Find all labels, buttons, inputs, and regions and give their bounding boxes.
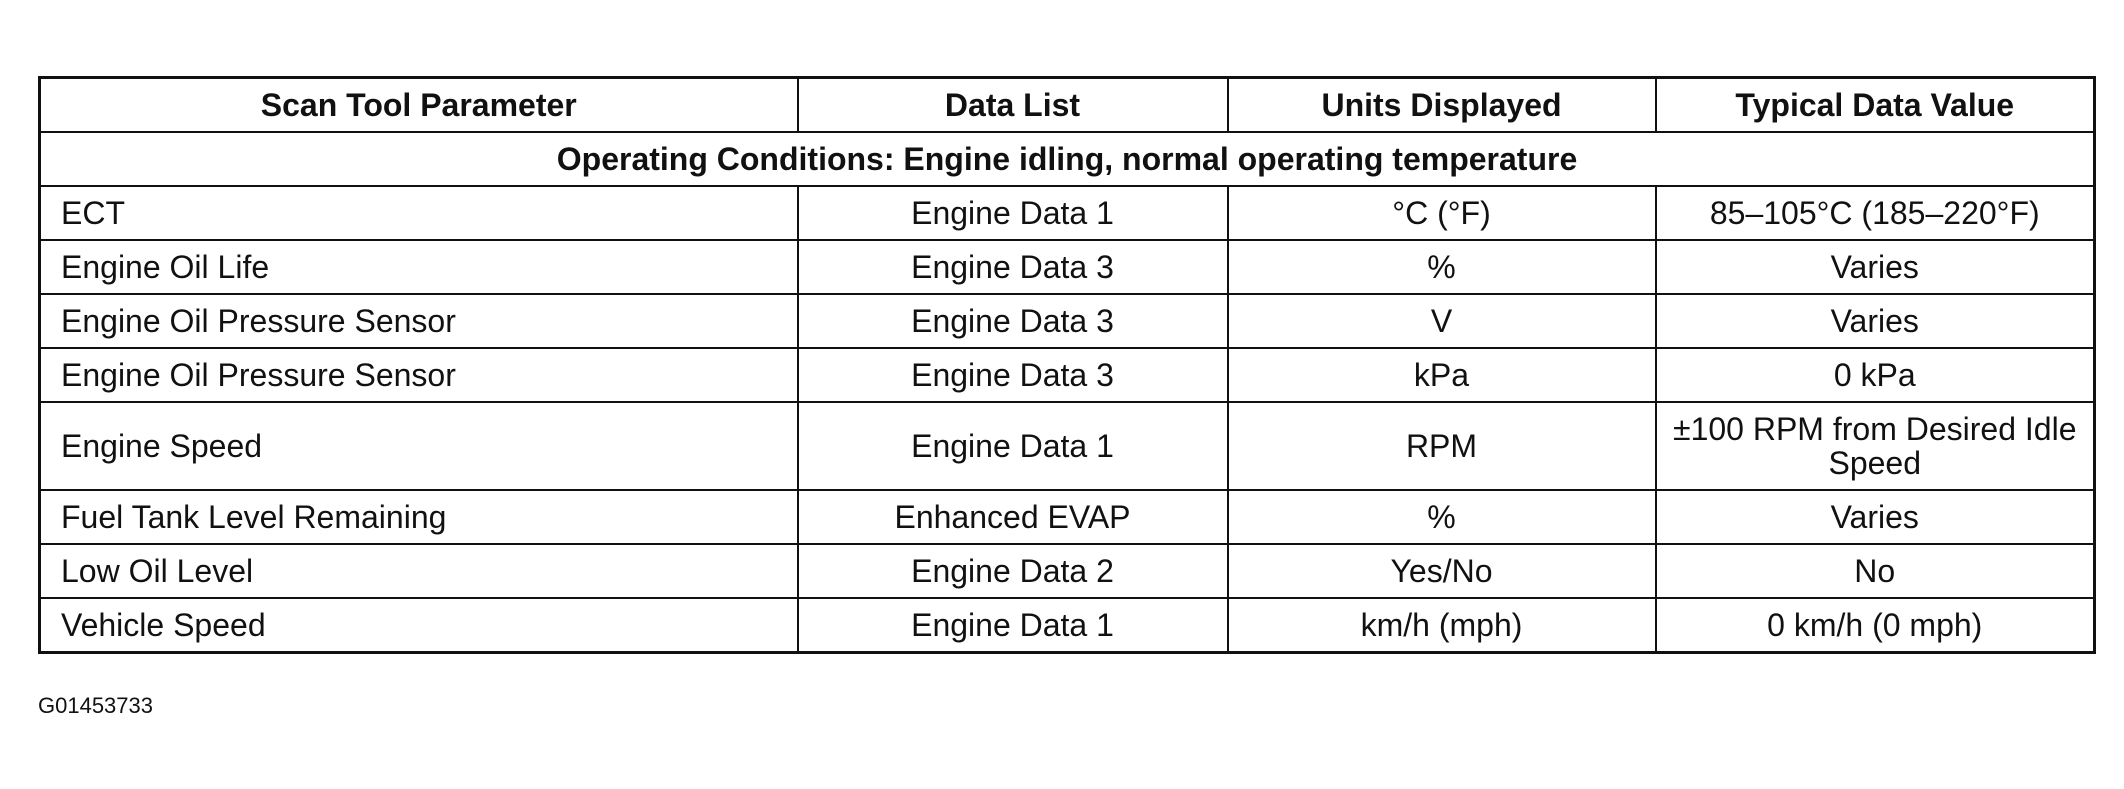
- data-list-cell: Enhanced EVAP: [798, 490, 1228, 544]
- header-units-displayed: Units Displayed: [1228, 78, 1656, 133]
- operating-conditions-row: [40, 132, 2095, 186]
- parameter-cell: Low Oil Level: [40, 544, 798, 598]
- parameter-cell: ECT: [40, 186, 798, 240]
- typical-value-cell: 85–105°C (185–220°F): [1656, 186, 2095, 240]
- data-list-cell: Engine Data 3: [798, 294, 1228, 348]
- parameter-cell: Engine Oil Pressure Sensor: [40, 348, 798, 402]
- typical-value-cell: 0 km/h (0 mph): [1656, 598, 2095, 653]
- data-list-cell: Engine Data 3: [798, 348, 1228, 402]
- typical-value-cell: Varies: [1656, 294, 2095, 348]
- scan-tool-data-table: [38, 76, 2096, 654]
- parameter-cell: Engine Speed: [40, 402, 798, 490]
- table-row: [40, 294, 2095, 348]
- data-list-cell: Engine Data 1: [798, 402, 1228, 490]
- units-cell: Yes/No: [1228, 544, 1656, 598]
- header-scan-tool-parameter: Scan Tool Parameter: [40, 78, 798, 133]
- units-cell: km/h (mph): [1228, 598, 1656, 653]
- table-row: [40, 348, 2095, 402]
- parameter-cell: Vehicle Speed: [40, 598, 798, 653]
- units-cell: %: [1228, 490, 1656, 544]
- table-row: [40, 402, 2095, 490]
- table-row: [40, 598, 2095, 653]
- data-list-cell: Engine Data 2: [798, 544, 1228, 598]
- units-cell: kPa: [1228, 348, 1656, 402]
- parameter-cell: Fuel Tank Level Remaining: [40, 490, 798, 544]
- table-row: [40, 186, 2095, 240]
- table-row: [40, 240, 2095, 294]
- data-list-cell: Engine Data 1: [798, 598, 1228, 653]
- typical-value-cell: ±100 RPM from Desired Idle Speed: [1656, 402, 2095, 490]
- typical-value-cell: No: [1656, 544, 2095, 598]
- figure-id: G01453733: [38, 693, 153, 718]
- operating-conditions: Operating Conditions: Engine idling, normal operating temperature: [40, 132, 2095, 186]
- typical-value-cell: Varies: [1656, 240, 2095, 294]
- units-cell: V: [1228, 294, 1656, 348]
- typical-value-cell: Varies: [1656, 490, 2095, 544]
- header-data-list: Data List: [798, 78, 1228, 133]
- parameter-cell: Engine Oil Pressure Sensor: [40, 294, 798, 348]
- parameter-cell: Engine Oil Life: [40, 240, 798, 294]
- data-list-cell: Engine Data 1: [798, 186, 1228, 240]
- header-typical-data-value: Typical Data Value: [1656, 78, 2095, 133]
- table-row: [40, 544, 2095, 598]
- units-cell: RPM: [1228, 402, 1656, 490]
- typical-value-cell: 0 kPa: [1656, 348, 2095, 402]
- data-list-cell: Engine Data 3: [798, 240, 1228, 294]
- units-cell: °C (°F): [1228, 186, 1656, 240]
- table-header-row: [40, 78, 2095, 133]
- table-row: [40, 490, 2095, 544]
- units-cell: %: [1228, 240, 1656, 294]
